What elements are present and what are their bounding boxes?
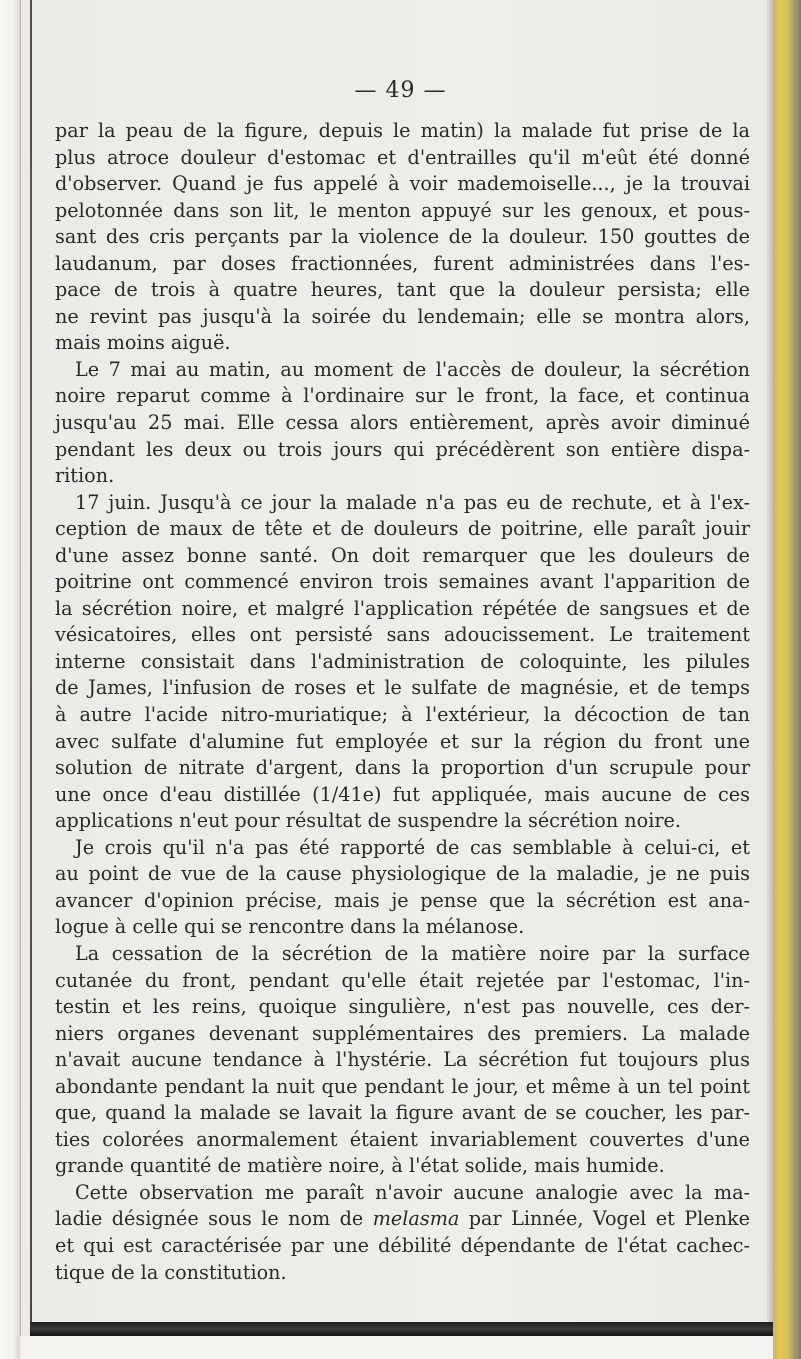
text-line: Je crois qu'il n'a pas été rapporté de cas semblable à celui-ci, et (75, 835, 750, 859)
text-line: à autre l'acide nitro-muriatique; à l'extérieur, la décoction de tan (55, 703, 750, 727)
body-text (55, 118, 750, 1286)
page-binding-edge (0, 0, 21, 1359)
text-line: La cessation de la sécrétion de la matière noire par la surface (75, 941, 750, 965)
text-line: d'une assez bonne santé. On doit remarquer que les douleurs de (55, 543, 750, 567)
text-line: au point de vue de la cause physiologique de la maladie, je ne puis (55, 862, 750, 886)
text-line: mais moins aiguë. (55, 331, 231, 355)
text-line: sant des cris perçants par la violence de la douleur. 150 gouttes de (55, 225, 750, 249)
text-line (55, 1206, 750, 1233)
text-line: abondante pendant la nuit que pendant le jour, et même à un tel point (55, 1074, 750, 1098)
text-line: que, quand la malade se lavait la figure avant de se coucher, les par- (55, 1101, 750, 1125)
bottom-margin (20, 1336, 773, 1359)
italic-term: melasma (372, 1207, 460, 1231)
text-line: poitrine ont commencé environ trois semaines avant l'apparition de (55, 570, 750, 594)
text-line: une once d'eau distillée (1/41e) fut appliquée, mais aucune de ces (55, 782, 750, 806)
text-line: plus atroce douleur d'estomac et d'entrailles qu'il m'eût été donné (55, 145, 750, 169)
text-line: vésicatoires, elles ont persisté sans adoucissement. Le traitement (55, 623, 750, 647)
text-line: pendant les deux ou trois jours qui précédèrent son entière dispa- (55, 437, 750, 461)
text-line: Cette observation me paraît n'avoir aucune analogie avec la ma- (75, 1180, 750, 1204)
text-line: jusqu'au 25 mai. Elle cessa alors entièrement, après avoir diminué (55, 411, 750, 435)
text-line: noire reparut comme à l'ordinaire sur le front, la face, et continua (55, 384, 750, 408)
text-line: par la peau de la figure, depuis le matin) la malade fut prise de la (55, 119, 750, 142)
text-line: logue à celle qui se rencontre dans la mélanose. (55, 915, 525, 939)
text-line: avec sulfate d'alumine fut employée et sur la région du front une (55, 729, 750, 753)
text-line: niers organes devenant supplémentaires des premiers. La malade (55, 1021, 750, 1045)
text-line: cutanée du front, pendant qu'elle était rejetée par l'estomac, l'in- (55, 968, 750, 992)
text-line: pelotonnée dans son lit, le menton appuyé sur les genoux, et pous- (55, 198, 750, 222)
text-line: la sécrétion noire, et malgré l'application répétée de sangsues et de (55, 596, 750, 620)
binding-shadow-line (30, 0, 32, 1359)
text-line: rition. (55, 464, 115, 488)
text-line: testin et les reins, quoique singulière, n'est pas nouvelle, ces der- (55, 995, 750, 1019)
text-line: ties colorées anormalement étaient invariablement couvertes d'une (55, 1127, 750, 1151)
text-line: solution de nitrate d'argent, dans la proportion d'un scrupule pour (55, 756, 750, 780)
text-line: n'avait aucune tendance à l'hystérie. La sécrétion fut toujours plus (55, 1048, 750, 1072)
page-number: — 49 — (354, 78, 447, 103)
text-line: ception de maux de tête et de douleurs de poitrine, elle paraît jouir (55, 517, 750, 541)
text-line: grande quantité de matière noire, à l'état solide, mais humide. (55, 1154, 665, 1178)
text-segment: par Linnée, Vogel et Plenke (459, 1207, 750, 1231)
text-line: tique de la constitution. (55, 1260, 287, 1284)
text-line: 17 juin. Jusqu'à ce jour la malade n'a pas eu de rechute, et à l'ex- (75, 490, 750, 514)
text-line: avancer d'opinion précise, mais je pense que la sécrétion est ana- (55, 888, 750, 912)
text-line: interne consistait dans l'administration de coloquinte, les pilules (55, 649, 750, 673)
text-line: ne revint pas jusqu'à la soirée du lendemain; elle se montra alors, (55, 304, 750, 328)
bottom-edge-shadow (30, 1322, 773, 1336)
text-line: d'observer. Quand je fus appelé à voir mademoiselle..., je la trouvai (55, 172, 750, 196)
text-line: laudanum, par doses fractionnées, furent administrées dans l'es- (55, 251, 750, 275)
text-segment: ladie désignée sous le nom de (55, 1207, 373, 1231)
text-line: de James, l'infusion de roses et le sulfate de magnésie, et de temps (55, 676, 750, 700)
text-line: et qui est caractérisée par une débilité dépendante de l'état cachec- (55, 1233, 750, 1257)
text-line: pace de trois à quatre heures, tant que la douleur persista; elle (55, 278, 750, 302)
book-edge-strip (773, 0, 801, 1359)
text-line: applications n'eut pour résultat de suspendre la sécrétion noire. (55, 809, 681, 833)
text-line: Le 7 mai au matin, au moment de l'accès de douleur, la sécrétion (75, 357, 750, 381)
